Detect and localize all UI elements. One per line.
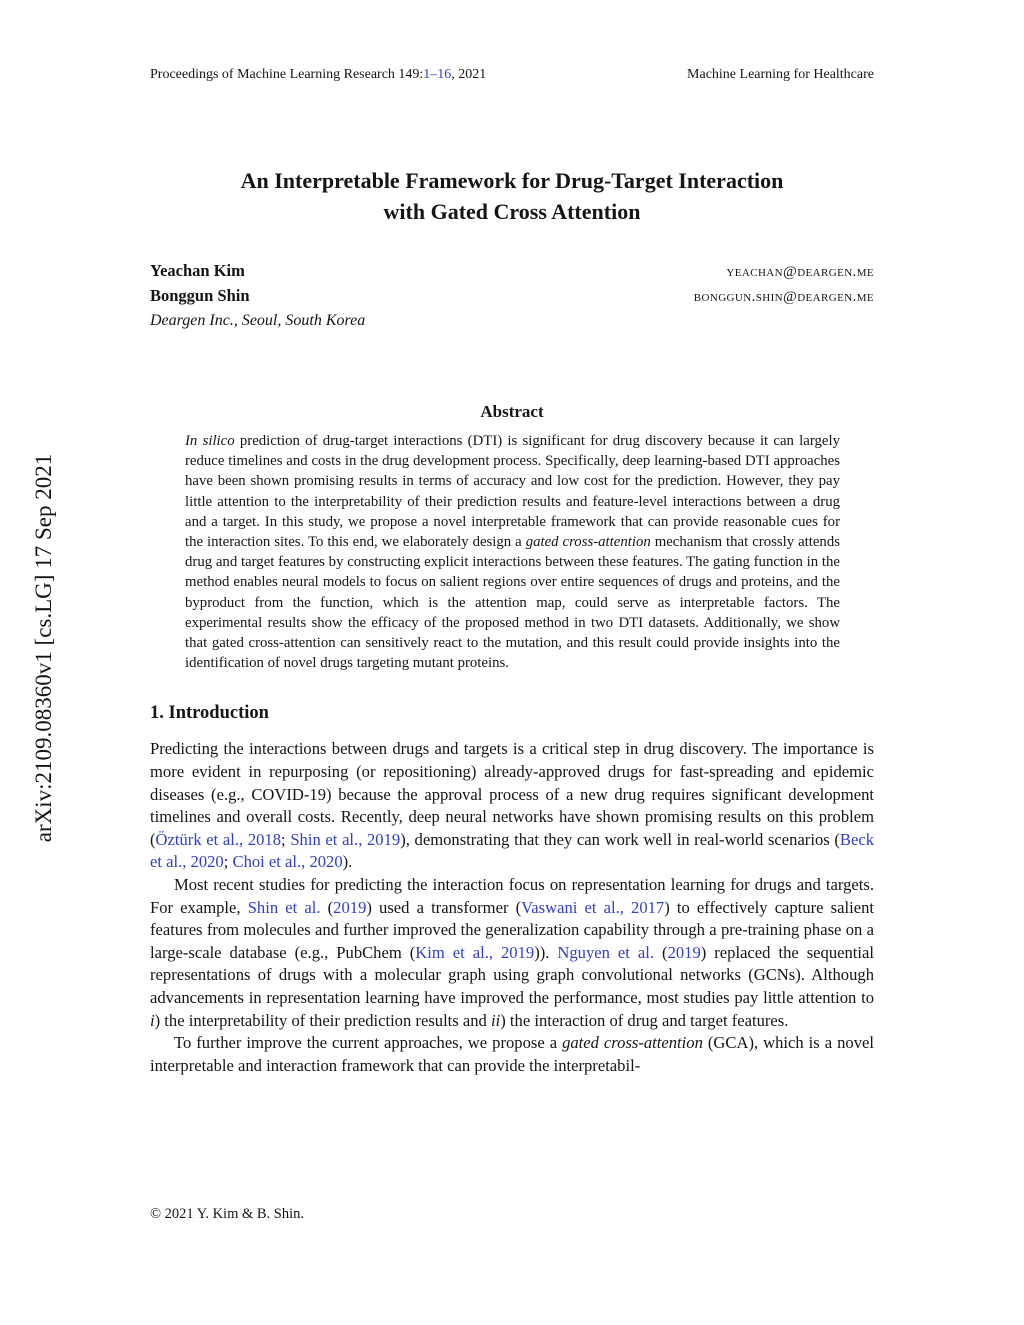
- text-segment: ) to effectively capture salient features from molecules and further improved the generalization capability through a pre-training phase on a large-scale database (e.g., PubChem (: [150, 897, 874, 962]
- author-name: Yeachan Kim: [150, 261, 245, 280]
- header-pages-link[interactable]: 1–16: [423, 67, 452, 82]
- abstract-section: [150, 402, 874, 673]
- intro-paragraph-2: [150, 874, 874, 1032]
- header-journal-line: [150, 66, 486, 84]
- text-segment: i: [150, 1010, 155, 1030]
- text-segment: ii: [491, 1010, 501, 1030]
- author-block: [150, 259, 874, 332]
- header-year-text: , 2021: [451, 67, 487, 82]
- citation-link[interactable]: Choi et al., 2020: [232, 852, 343, 872]
- text-segment: gated cross-attention: [562, 1033, 703, 1053]
- citation-link[interactable]: 2019: [333, 897, 367, 917]
- copyright-footer: © 2021 Y. Kim & B. Shin.: [150, 1206, 305, 1222]
- citation-link[interactable]: Vaswani et al., 2017: [521, 897, 665, 917]
- text-segment: Predicting the interactions between drugs and targets is a critical step in drug discovery. The importance is more evident in repurposing (or repositioning) already-approved drugs for fast-spreading and epidemic diseases (e.g., COVID-19) because the approval process of a new drug requires significant development timelines and overall costs. Recently, deep neural networks have shown promising results on this problem (: [150, 739, 874, 849]
- section-heading-introduction: 1. Introduction: [150, 703, 269, 724]
- text-segment: ;: [223, 852, 233, 872]
- text-segment: mechanism that crossly attends drug and target features by constructing explicit interactions between these features. The gating function in the method enables neural models to focus on salient regions over entire sequences of drugs and proteins, and the byproduct from the function, which is the attention map, could serve as interpretable factors. The experimental results show the efficacy of the proposed method in two DTI datasets. Additionally, we show that gated cross-attention can sensitively react to the mutation, and this result could provide insights into the identification of novel drugs targeting mutant proteins.: [185, 534, 840, 672]
- citation-link[interactable]: Beck et al., 2020: [150, 829, 874, 872]
- paper-title-line-1: An Interpretable Framework for Drug-Target Interaction: [240, 168, 784, 193]
- citation-link[interactable]: 2019: [667, 942, 701, 962]
- text-segment: ).: [342, 852, 353, 872]
- text-segment: (: [320, 897, 334, 917]
- abstract-text: [185, 431, 840, 673]
- page-content: [150, 165, 874, 1077]
- text-segment: ) used a transformer (: [366, 897, 522, 917]
- running-header: [150, 66, 874, 84]
- text-segment: prediction of drug-target interactions (DTI) is significant for drug discovery because it can largely reduce timelines and costs in the drug development process. Specifically, deep learning-based DTI approaches have been shown promising results in terms of accuracy and low cost for the prediction. However, they pay little attention to the interpretability of their prediction results and feature-level interactions between a drug and a target. In this study, we propose a novel interpretable framework that can provide reasonable cues for the interaction sites. To this end, we elaborately design a: [185, 433, 841, 551]
- abstract-heading: Abstract: [480, 402, 544, 421]
- text-segment: ) replaced the sequential representations of drugs with a molecular graph using graph convolutional networks (GCNs). Although advancements in representation learning have improved the performance, most studies pay little attention to: [150, 942, 874, 1007]
- citation-link[interactable]: Shin et al., 2019: [290, 829, 401, 849]
- citation-link[interactable]: Kim et al., 2019: [415, 942, 535, 962]
- citation-link[interactable]: Shin et al.: [247, 897, 321, 917]
- author-email-link[interactable]: bonggun.shin@deargen.me: [693, 289, 874, 305]
- text-segment: Most recent studies for predicting the interaction focus on representation learning for drugs and targets. For example,: [150, 875, 874, 917]
- header-venue: Machine Learning for Healthcare: [687, 67, 874, 82]
- paper-title-line-2: with Gated Cross Attention: [383, 199, 641, 224]
- arxiv-watermark: arXiv:2109.08360v1 [cs.LG] 17 Sep 2021: [31, 453, 56, 843]
- author-row: [150, 259, 874, 284]
- text-segment: ;: [281, 829, 291, 849]
- author-row: [150, 284, 874, 309]
- text-segment: )).: [534, 942, 558, 962]
- header-journal-text: Proceedings of Machine Learning Research 149:: [150, 67, 424, 82]
- intro-paragraph-3: [150, 1032, 874, 1077]
- text-segment: In silico: [185, 433, 235, 449]
- text-segment: ), demonstrating that they can work well in real-world scenarios (: [400, 829, 840, 849]
- text-segment: (GCA), which is a novel interpretable and interaction framework that can provide the interpretabil-: [150, 1033, 874, 1075]
- text-segment: gated cross-attention: [525, 534, 651, 551]
- text-segment: ) the interaction of drug and target features.: [500, 1010, 789, 1030]
- citation-link[interactable]: Nguyen et al.: [557, 942, 655, 962]
- text-segment: To further improve the current approaches, we propose a: [174, 1033, 563, 1053]
- author-email-link[interactable]: yeachan@deargen.me: [726, 264, 874, 280]
- intro-paragraph-1: [150, 738, 874, 874]
- author-name: Bonggun Shin: [150, 286, 250, 305]
- text-segment: ) the interpretability of their prediction results and: [154, 1010, 492, 1030]
- citation-link[interactable]: Öztürk et al., 2018: [155, 829, 282, 849]
- text-segment: (: [654, 942, 668, 962]
- affiliation: Deargen Inc., Seoul, South Korea: [150, 312, 366, 329]
